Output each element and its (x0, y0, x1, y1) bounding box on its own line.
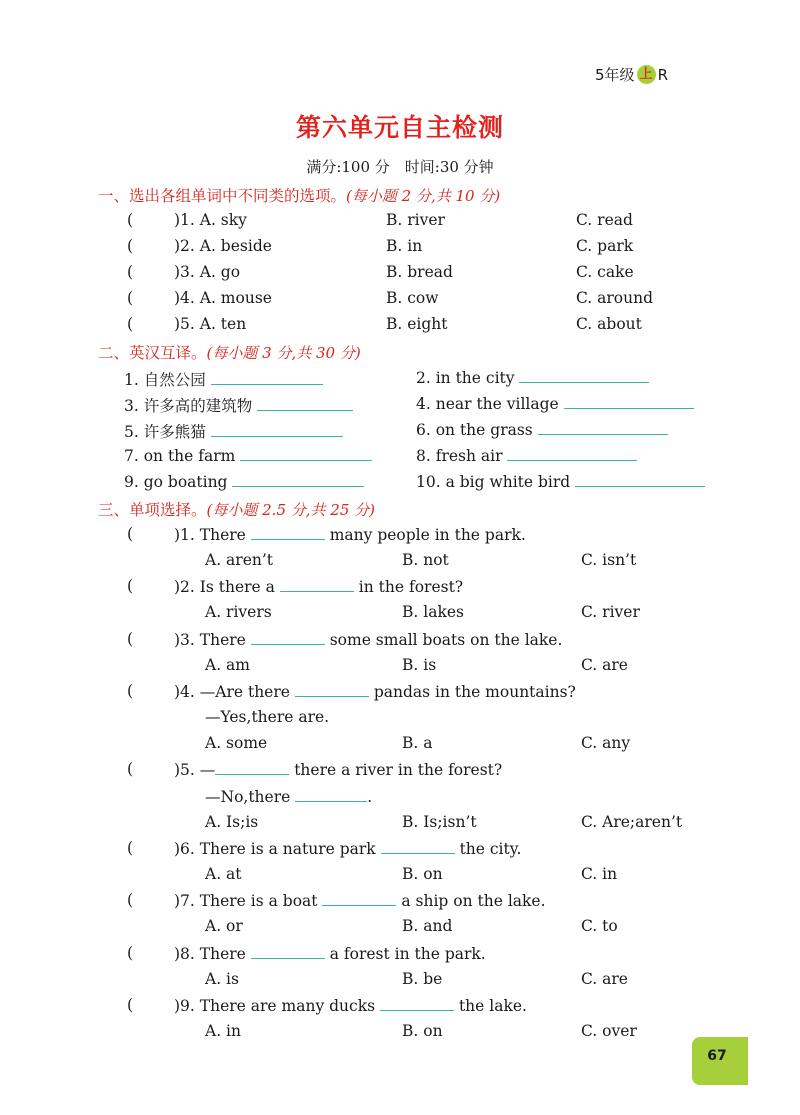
dialogue-line: —Yes,there are. (205, 708, 330, 726)
paren: ( (127, 289, 134, 307)
paren: ( (127, 682, 134, 700)
option-a: A. am (205, 656, 250, 674)
section1-note: (每小题 2 分,共 10 分) (346, 187, 501, 205)
answer-blank[interactable] (295, 787, 367, 802)
option-b: B. be (402, 970, 443, 988)
answer-blank[interactable] (251, 630, 325, 645)
answer-blank[interactable] (251, 525, 325, 540)
paren: ( (127, 760, 134, 778)
answer-blank[interactable] (507, 446, 637, 461)
grade-badge: 上 (637, 65, 656, 84)
option-a: )4. A. mouse (174, 289, 272, 307)
option-b: B. in (386, 237, 423, 255)
answer-blank[interactable] (280, 577, 354, 592)
option-a: A. aren’t (205, 551, 274, 569)
answer-blank[interactable] (251, 944, 325, 959)
translation-item: 9. go boating (124, 472, 364, 491)
paren: ( (127, 211, 134, 229)
question-stem: )6. There is a nature park the city. (174, 840, 522, 858)
option-c: C. Are;aren’t (581, 813, 683, 831)
dialogue-line: —No,there . (205, 788, 373, 806)
option-b: B. a (402, 734, 433, 752)
paren: ( (127, 996, 134, 1014)
section3-title: 三、单项选择。 (98, 501, 207, 519)
option-a: A. or (205, 917, 243, 935)
translation-item: 8. fresh air (416, 446, 637, 465)
option-b: B. is (402, 656, 437, 674)
paren: ( (127, 525, 134, 543)
section2-note: (每小题 3 分,共 30 分) (206, 344, 361, 362)
option-c: C. isn’t (581, 551, 637, 569)
option-a: A. at (205, 865, 242, 883)
answer-blank[interactable] (380, 996, 454, 1011)
answer-blank[interactable] (215, 760, 289, 775)
option-c: C. to (581, 917, 618, 935)
option-c: C. cake (576, 263, 634, 281)
section2-heading (98, 341, 361, 363)
answer-blank[interactable] (381, 839, 455, 854)
question-stem: )3. There some small boats on the lake. (174, 631, 563, 649)
option-a: )2. A. beside (174, 237, 272, 255)
paren: ( (127, 263, 134, 281)
translation-item: 5. 许多熊猫 (124, 420, 343, 442)
answer-blank[interactable] (322, 891, 396, 906)
paren: ( (127, 237, 134, 255)
option-a: A. Is;is (205, 813, 259, 831)
answer-blank[interactable] (519, 368, 649, 383)
option-c: C. read (576, 211, 633, 229)
option-a: )1. A. sky (174, 211, 247, 229)
option-b: B. lakes (402, 603, 464, 621)
option-b: B. and (402, 917, 453, 935)
option-c: C. river (581, 603, 640, 621)
answer-blank[interactable] (564, 394, 694, 409)
question-stem: )1. There many people in the park. (174, 526, 526, 544)
translation-item: 1. 自然公园 (124, 368, 323, 390)
section3-note: (每小题 2.5 分,共 25 分) (206, 501, 376, 519)
question-stem: )2. Is there a in the forest? (174, 578, 464, 596)
answer-blank[interactable] (295, 682, 369, 697)
paren: ( (127, 577, 134, 595)
translation-item: 4. near the village (416, 394, 694, 413)
option-b: B. cow (386, 289, 439, 307)
page-number: 67 (707, 1048, 727, 1064)
option-a: A. rivers (205, 603, 272, 621)
grade-suffix: R (657, 65, 668, 84)
paren: ( (127, 315, 134, 333)
section3-heading (98, 498, 375, 520)
option-c: C. park (576, 237, 634, 255)
option-c: C. any (581, 734, 631, 752)
translation-item: 7. on the farm (124, 446, 372, 465)
answer-blank[interactable] (257, 396, 353, 411)
translation-item: 6. on the grass (416, 420, 668, 439)
option-a: A. some (205, 734, 268, 752)
option-b: B. on (402, 1022, 443, 1040)
option-b: B. not (402, 551, 449, 569)
paren: ( (127, 839, 134, 857)
score-time-line: 满分:100 分 时间:30 分钟 (306, 158, 494, 176)
paren: ( (127, 630, 134, 648)
answer-blank[interactable] (575, 472, 705, 487)
option-a: A. in (205, 1022, 241, 1040)
option-c: C. about (576, 315, 642, 333)
grade-prefix: 5年级 (595, 66, 635, 84)
option-b: B. eight (386, 315, 448, 333)
question-stem: )7. There is a boat a ship on the lake. (174, 892, 546, 910)
option-c: C. are (581, 656, 628, 674)
answer-blank[interactable] (240, 446, 372, 461)
question-stem: )9. There are many ducks the lake. (174, 997, 527, 1015)
option-b: B. Is;isn’t (402, 813, 477, 831)
answer-blank[interactable] (211, 370, 323, 385)
section1-title: 一、选出各组单词中不同类的选项。 (98, 187, 347, 205)
option-c: C. in (581, 865, 618, 883)
question-stem: )5. — there a river in the forest? (174, 761, 503, 779)
section2-title: 二、英汉互译。 (98, 344, 207, 362)
translation-item: 3. 许多高的建筑物 (124, 394, 353, 416)
question-stem: )8. There a forest in the park. (174, 945, 486, 963)
paren: ( (127, 891, 134, 909)
option-c: C. around (576, 289, 654, 307)
grade-label (595, 64, 668, 85)
answer-blank[interactable] (538, 420, 668, 435)
translation-item: 10. a big white bird (416, 472, 705, 491)
option-c: C. over (581, 1022, 637, 1040)
section1-heading (98, 184, 500, 206)
option-c: C. are (581, 970, 628, 988)
option-b: B. on (402, 865, 443, 883)
option-b: B. bread (386, 263, 453, 281)
option-a: )3. A. go (174, 263, 241, 281)
option-a: )5. A. ten (174, 315, 247, 333)
answer-blank[interactable] (232, 472, 364, 487)
translation-item: 2. in the city (416, 368, 649, 387)
paren: ( (127, 944, 134, 962)
page-title: 第六单元自主检测 (295, 113, 504, 142)
question-stem: )4. —Are there pandas in the mountains? (174, 683, 576, 701)
option-b: B. river (386, 211, 445, 229)
answer-blank[interactable] (211, 422, 343, 437)
option-a: A. is (205, 970, 239, 988)
